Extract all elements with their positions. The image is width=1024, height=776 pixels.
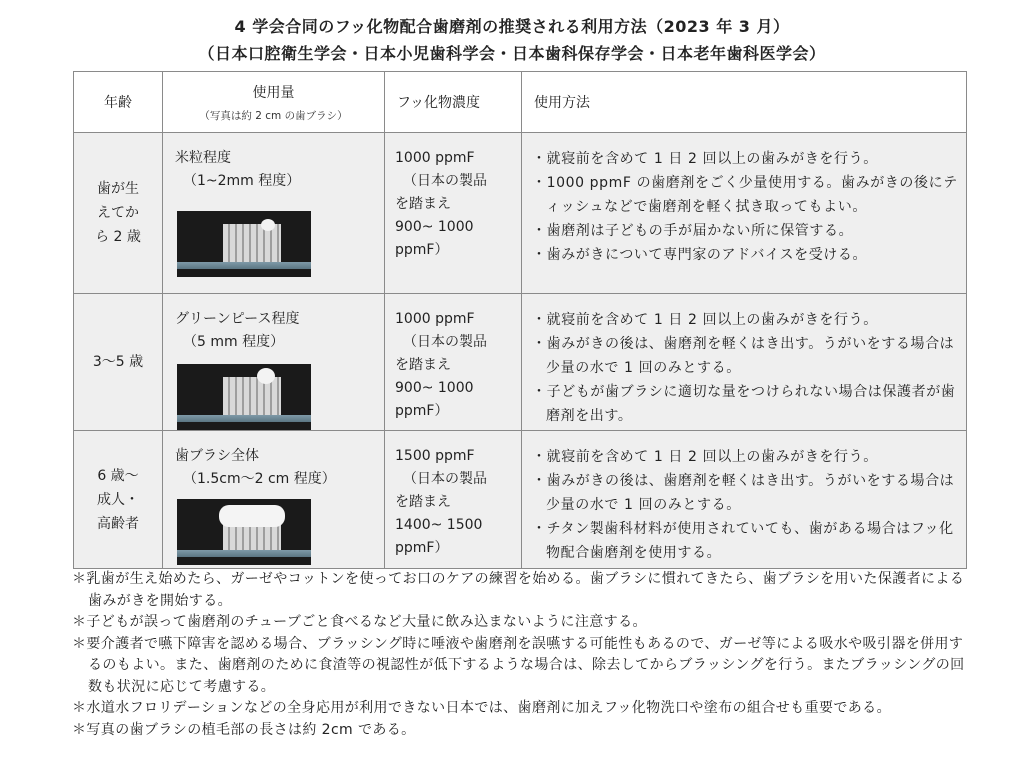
method-item: ・チタン製歯科材料が使用されていても、歯がある場合はフッ化物配合歯磨剤を使用する。 <box>532 521 954 561</box>
document-subtitle: （日本口腔衛生学会・日本小児歯科学会・日本歯科保存学会・日本老年歯科医学会） <box>198 44 826 63</box>
amount-label: 米粒程度 <box>175 150 231 166</box>
method-cell <box>522 133 967 294</box>
age-line: 6 歳〜 <box>97 467 139 484</box>
age-cell <box>74 133 163 294</box>
toothbrush-green-pea-photo <box>177 364 311 430</box>
concentration-note: 900~ 1000 <box>395 219 474 235</box>
method-item: ・歯みがきの後は、歯磨剤を軽くはき出す。うがいをする場合は少量の水で 1 回のみとする。 <box>532 473 955 513</box>
concentration-cell <box>385 294 522 431</box>
age-line: ら 2 歳 <box>95 229 141 245</box>
amount-detail: （1~2mm 程度） <box>183 173 301 189</box>
concentration-note: （日本の製品 <box>403 173 487 189</box>
method-item: ・就寝前を含めて 1 日 2 回以上の歯みがきを行う。 <box>532 151 878 167</box>
document-title: 4 学会合同のフッ化物配合歯磨剤の推奨される利用方法（2023 年 3 月） <box>234 17 790 36</box>
age-line: 成人・ <box>97 491 139 508</box>
header-amount-label: 使用量 <box>252 84 295 101</box>
age-line: 3〜5 歳 <box>92 354 144 370</box>
method-item: ・就寝前を含めて 1 日 2 回以上の歯みがきを行う。 <box>532 312 878 328</box>
toothbrush-handle <box>177 262 311 269</box>
toothbrush-rice-grain-photo <box>177 211 311 277</box>
concentration-value: 1000 ppmF <box>395 311 475 327</box>
age-cell <box>74 294 163 431</box>
amount-label: 歯ブラシ全体 <box>175 448 259 464</box>
toothbrush-handle <box>177 415 311 422</box>
toothbrush-full-head-photo <box>177 499 311 565</box>
amount-label: グリーンピース程度 <box>175 311 300 327</box>
concentration-note: を踏まえ <box>395 196 451 212</box>
recommendation-table <box>73 71 967 569</box>
method-item: ・歯みがきについて専門家のアドバイスを受ける。 <box>532 247 868 263</box>
header-concentration: フッ化物濃度 <box>385 72 522 133</box>
method-item: ・歯磨剤は子どもの手が届かない所に保管する。 <box>532 223 854 239</box>
method-item: ・就寝前を含めて 1 日 2 回以上の歯みがきを行う。 <box>532 449 878 465</box>
header-amount-note: （写真は約 2 cm の歯ブラシ） <box>199 109 348 122</box>
toothbrush-bristles <box>223 377 281 415</box>
concentration-note: 900~ 1000 <box>395 380 474 396</box>
method-item: ・子どもが歯ブラシに適切な量をつけられない場合は保護者が歯磨剤を出す。 <box>532 384 956 424</box>
footnote-item: ＊要介護者で嚥下障害を認める場合、ブラッシング時に唾液や歯磨剤を誤嚥する可能性もあるので、ガーゼ等による吸水や吸引器を併用するのもよい。また、歯磨剤のために食渣等の視認性が低下するような場合は、除去してからブラッシングを行う。またブラッシングの回数も状況に応じて考慮する。 <box>72 635 965 695</box>
amount-detail: （5 mm 程度） <box>183 334 285 350</box>
table-row <box>74 294 967 431</box>
age-line: えてか <box>97 205 139 221</box>
header-amount <box>163 72 385 133</box>
concentration-note: ppmF） <box>395 242 449 258</box>
age-line: 高齢者 <box>97 515 139 532</box>
footnotes <box>72 569 972 741</box>
method-cell <box>522 294 967 431</box>
concentration-value: 1500 ppmF <box>395 448 475 464</box>
amount-cell <box>163 294 385 431</box>
concentration-note: を踏まえ <box>395 357 451 373</box>
amount-detail: （1.5cm〜2 cm 程度） <box>183 471 336 487</box>
age-line: 歯が生 <box>97 181 139 197</box>
toothbrush-handle <box>177 550 311 557</box>
concentration-note: ppmF） <box>395 540 449 556</box>
toothpaste-full-head-amount <box>219 505 285 527</box>
concentration-note: （日本の製品 <box>403 334 487 350</box>
concentration-note: （日本の製品 <box>403 471 487 487</box>
method-item: ・1000 ppmF の歯磨剤をごく少量使用する。歯みがきの後にティッシュなどで歯磨剤を軽く拭き取ってもよい。 <box>532 175 958 215</box>
toothpaste-green-pea-amount <box>257 368 275 384</box>
amount-cell <box>163 133 385 294</box>
concentration-note: を踏まえ <box>395 494 451 510</box>
table-row <box>74 431 967 569</box>
footnote-item: ＊写真の歯ブラシの植毛部の長さは約 2cm である。 <box>72 721 416 738</box>
table-header-row <box>74 72 967 133</box>
concentration-note: ppmF） <box>395 403 449 419</box>
header-method: 使用方法 <box>522 72 967 133</box>
footnote-item: ＊子どもが誤って歯磨剤のチューブごと食べるなど大量に飲み込まないように注意する。 <box>72 614 647 630</box>
header-age: 年齢 <box>74 72 163 133</box>
footnote-item: ＊乳歯が生え始めたら、ガーゼやコットンを使ってお口のケアの練習を始める。歯ブラシに慣れてきたら、歯ブラシを用いた保護者による歯みがきを開始する。 <box>72 571 965 609</box>
concentration-cell <box>385 431 522 569</box>
footnote-item: ＊水道水フロリデーションなどの全身応用が利用できない日本では、歯磨剤に加えフッ化物洗口や塗布の組合せも重要である。 <box>72 700 891 716</box>
concentration-note: 1400~ 1500 <box>395 517 483 533</box>
amount-cell <box>163 431 385 569</box>
age-cell <box>74 431 163 569</box>
concentration-value: 1000 ppmF <box>395 150 475 166</box>
toothpaste-rice-grain-amount <box>261 219 275 231</box>
method-cell <box>522 431 967 569</box>
table-row <box>74 133 967 294</box>
method-item: ・歯みがきの後は、歯磨剤を軽くはき出す。うがいをする場合は少量の水で 1 回のみとする。 <box>532 336 955 376</box>
concentration-cell <box>385 133 522 294</box>
